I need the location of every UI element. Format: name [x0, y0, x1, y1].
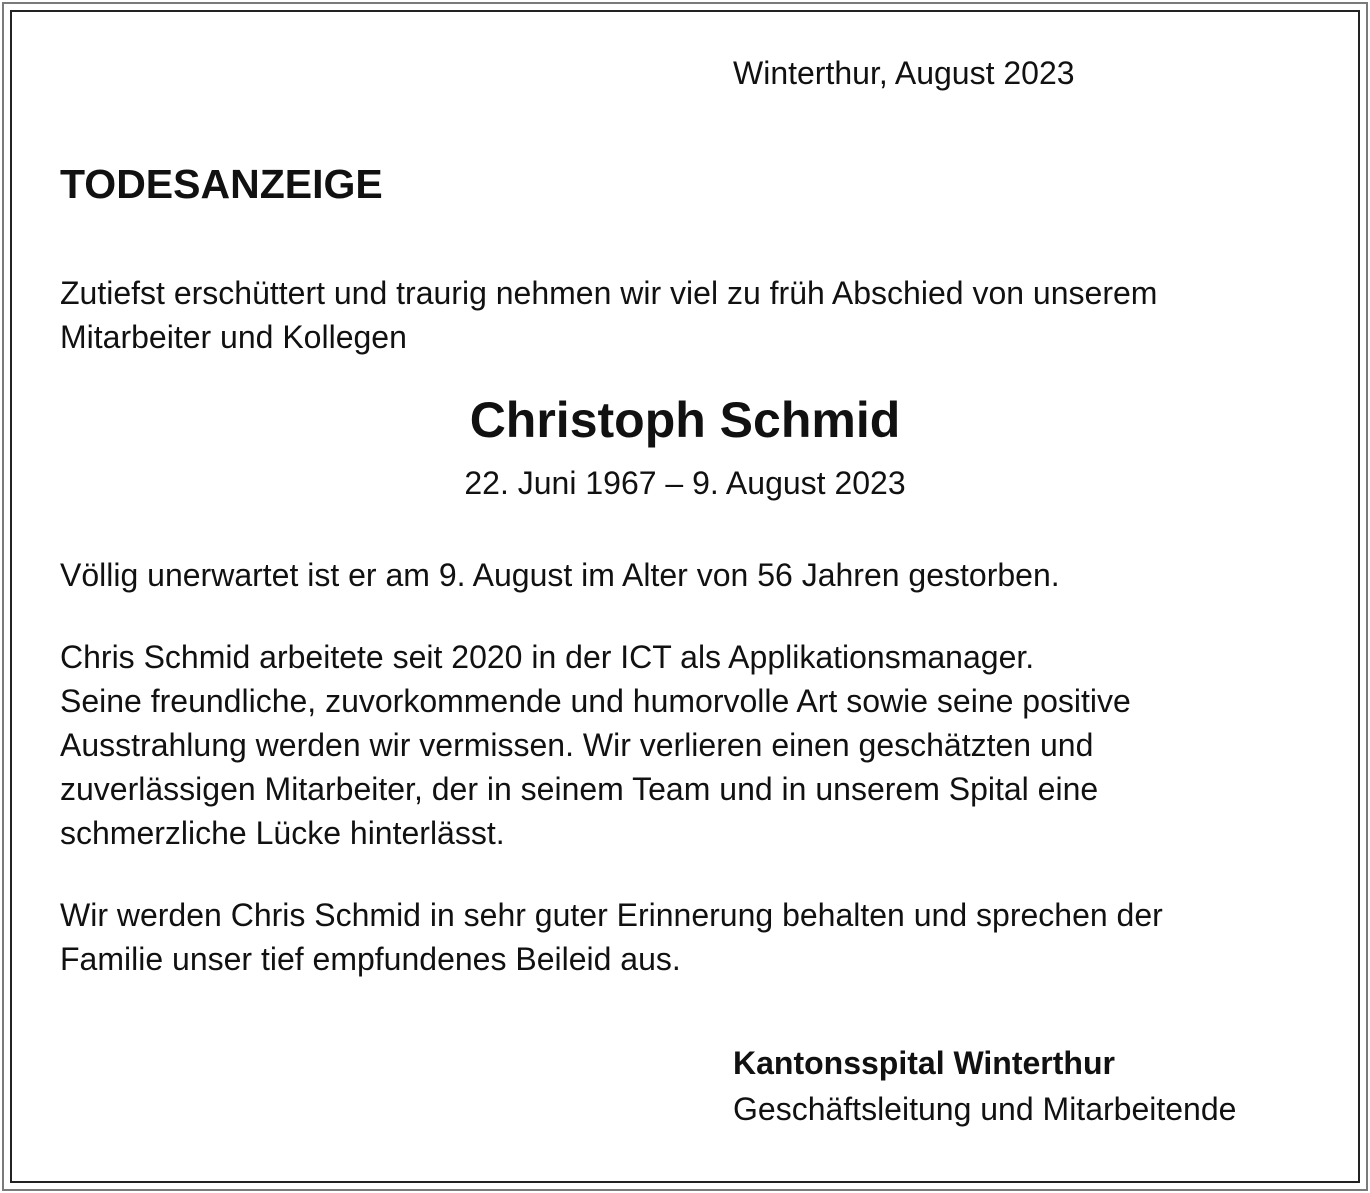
- condolence-line: Wir werden Chris Schmid in sehr guter Erinnerung behalten und sprechen der: [60, 897, 1163, 933]
- tribute-line: zuverlässigen Mitarbeiter, der in seinem Team und in unserem Spital eine: [60, 771, 1099, 807]
- signature-subtitle: Geschäftsleitung und Mitarbeitende: [733, 1091, 1237, 1127]
- life-dates: 22. Juni 1967 – 9. August 2023: [464, 465, 906, 501]
- tribute-line: Chris Schmid arbeitete seit 2020 in der ICT als Applikationsmanager.: [60, 639, 1035, 675]
- tribute-line: Ausstrahlung werden wir vermissen. Wir verlieren einen geschätzten und: [60, 727, 1094, 763]
- condolence-paragraph: [60, 893, 1163, 981]
- tribute-paragraph: [60, 635, 1131, 855]
- intro-paragraph: [60, 271, 1157, 359]
- condolence-line: Familie unser tief empfundenes Beileid aus.: [60, 941, 681, 977]
- intro-line: Mitarbeiter und Kollegen: [60, 319, 407, 355]
- signature-organization: Kantonsspital Winterthur: [733, 1045, 1115, 1081]
- death-paragraph: Völlig unerwartet ist er am 9. August im Alter von 56 Jahren gestorben.: [60, 557, 1060, 593]
- notice-title: TODESANZEIGE: [60, 161, 383, 207]
- tribute-line: schmerzliche Lücke hinterlässt.: [60, 815, 505, 851]
- place-date: Winterthur, August 2023: [733, 55, 1075, 91]
- intro-line: Zutiefst erschüttert und traurig nehmen wir viel zu früh Abschied von unserem: [60, 275, 1158, 311]
- tribute-line: Seine freundliche, zuvorkommende und humorvolle Art sowie seine positive: [60, 683, 1131, 719]
- deceased-name: Christoph Schmid: [469, 392, 901, 448]
